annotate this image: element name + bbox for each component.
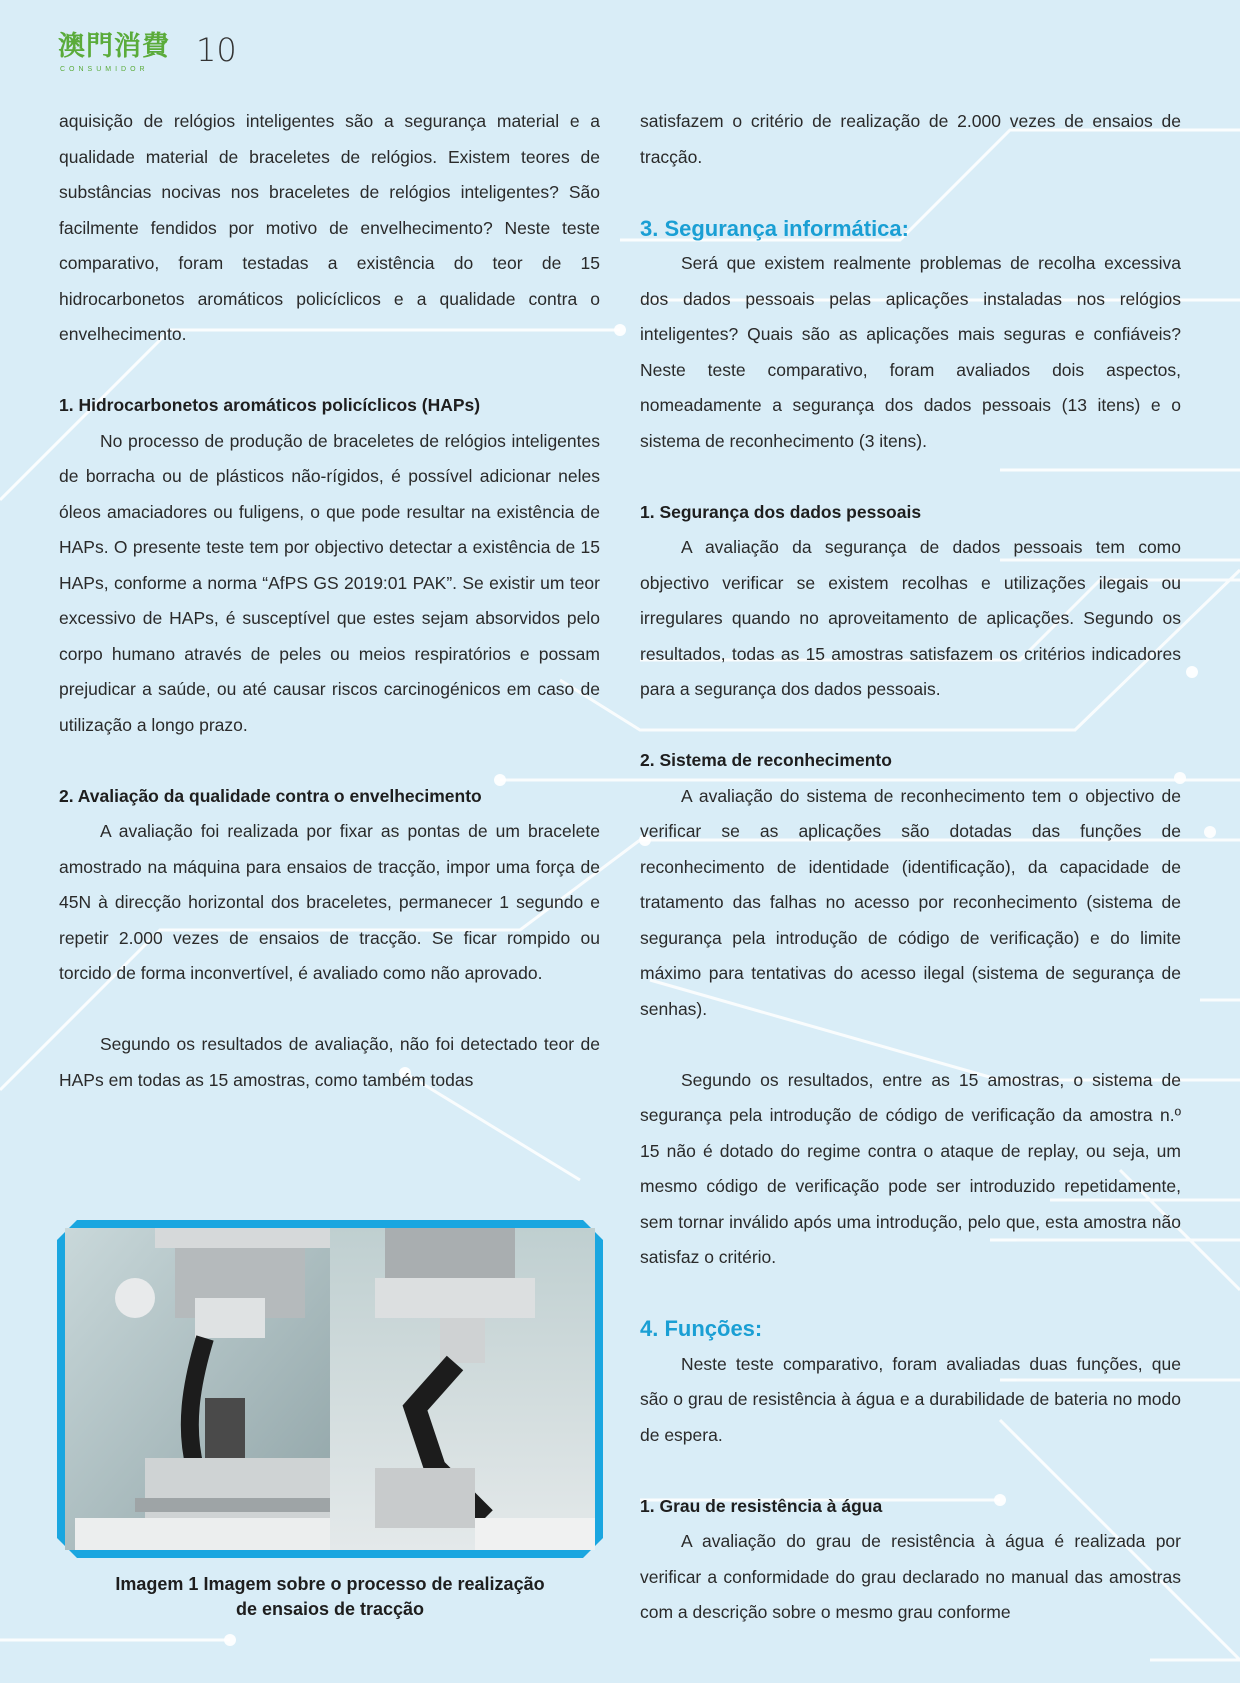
aging-heading: 2. Avaliação da qualidade contra o envelhecimento <box>59 785 482 806</box>
figure-caption <box>95 1572 565 1622</box>
spacer <box>640 1453 1181 1489</box>
logo-text: 澳門消費 <box>58 31 170 62</box>
spacer <box>640 1027 1181 1063</box>
recognition-paragraph: A avaliação do sistema de reconhecimento tem o objectivo de verificar se as aplicações são dotadas das funções de reconhecimento de identidade (identificação), da capacidade de tratamento das falhas no acesso por reconhecimento (sistema de segurança pela introdução de código de verificação) e do limite máximo para tentativas do acesso ilegal (sistema de segurança de senhas). <box>640 785 1181 1019</box>
personal-data-paragraph: A avaliação da segurança de dados pessoais tem como objectivo verificar se existem recolhas e utilizações ilegais ou irregulares quando no aproveitamento de aplicações. Segundo os resultados, todas as 15 amostras satisfazem os critérios indicadores para a segurança dos dados pessoais. <box>640 537 1181 699</box>
recognition-heading: 2. Sistema de reconhecimento <box>640 750 892 770</box>
photo-left <box>65 1228 335 1550</box>
photo-right <box>330 1228 595 1550</box>
continuation-paragraph: satisfazem o critério de realização de 2.000 vezes de ensaios de tracção. <box>640 111 1181 167</box>
page-number: 10 <box>196 31 237 69</box>
results-paragraph: Segundo os resultados de avaliação, não foi detectado teor de HAPs em todas as 15 amostras, como também todas <box>59 1034 600 1090</box>
spacer <box>640 708 1181 744</box>
water-resistance-paragraph: A avaliação do grau de resistência à água é realizada por verificar a conformidade do grau declarado no manual das amostras com a descrição sobre o mesmo grau conforme <box>640 1531 1181 1622</box>
intro-paragraph: aquisição de relógios inteligentes são a segurança material e a qualidade material de braceletes de relógios. Existem teores de substâncias nocivas nos braceletes de relógios inteligentes? São facilmente fendidos por motivo de envelhecimento? Neste teste comparativo, foram testadas a existência do teor de 15 hidrocarbonetos aromáticos policíclicos e a qualidade contra o envelhecimento. <box>59 111 600 344</box>
recognition-results-paragraph: Segundo os resultados, entre as 15 amostras, o sistema de segurança pela introdução de código de verificação da amostra n.º 15 não é dotado do regime contra o ataque de replay, ou seja, um mesmo código de verificação pode ser introduzido repetidamente, sem tornar inválido após uma introdução, pelo que, esta amostra não satisfaz o critério. <box>640 1069 1181 1267</box>
spacer <box>640 459 1181 495</box>
section4-paragraph: Neste teste comparativo, foram avaliadas duas funções, que são o grau de resistência à água e a durabilidade de bateria no modo de espera. <box>640 1353 1181 1445</box>
water-resistance-heading: 1. Grau de resistência à água <box>640 1495 883 1516</box>
logo-subtitle: CONSUMIDOR <box>60 66 149 73</box>
section3-paragraph: Será que existem realmente problemas de recolha excessiva dos dados pessoais pelas aplicações instaladas nos relógios inteligentes? Quais são as aplicações mais seguras e confiáveis? Neste teste comparativo, foram avaliados dois aspectos, nomeadamente a segurança dos dados pessoais (13 itens) e o sistema de reconhecimento (3 itens). <box>640 253 1181 451</box>
spacer <box>59 992 600 1028</box>
caption-line-2: de ensaios de tracção <box>235 1599 425 1619</box>
hap-heading: 1. Hidrocarbonetos aromáticos policíclicos (HAPs) <box>59 395 481 415</box>
left-column <box>59 104 600 1098</box>
spacer <box>59 353 600 389</box>
right-column <box>640 104 1181 1631</box>
caption-line-1: Imagem 1 Imagem sobre o processo de realização <box>115 1574 545 1594</box>
consumidor-logo <box>58 30 170 78</box>
section3-heading: 3. Segurança informática: <box>640 215 909 241</box>
hap-paragraph: No processo de produção de braceletes de relógios inteligentes de borracha ou de plásticos não-rígidos, é possível adicionar neles óleos amaciadores ou fuligens, o que pode resultar na existência de HAPs. O presente teste tem por objectivo detectar a existência de 15 HAPs, conforme a norma “AfPS GS 2019:01 PAK”. Se existir um teor excessivo de HAPs, é susceptível que estes sejam absorvidos pelo corpo humano através de peles ou meios respiratórios e possam prejudicar a saúde, ou até causar riscos carcinogénicos em caso de utilização a longo prazo. <box>59 430 600 735</box>
spacer <box>640 175 1181 211</box>
tensile-test-photo <box>55 1218 605 1560</box>
section4-heading: 4. Funções: <box>640 1316 763 1341</box>
aging-paragraph: A avaliação foi realizada por fixar as pontas de um bracelete amostrado na máquina para ensaios de tracção, impor uma força de 45N à direcção horizontal dos braceletes, permanecer 1 segundo e repetir 2.000 vezes de ensaios de tracção. Se ficar rompido ou torcido de forma inconvertível, é avaliado como não aprovado. <box>59 821 600 983</box>
page-header <box>58 30 237 78</box>
spacer <box>59 743 600 779</box>
spacer <box>640 1276 1181 1312</box>
personal-data-heading: 1. Segurança dos dados pessoais <box>640 501 922 522</box>
